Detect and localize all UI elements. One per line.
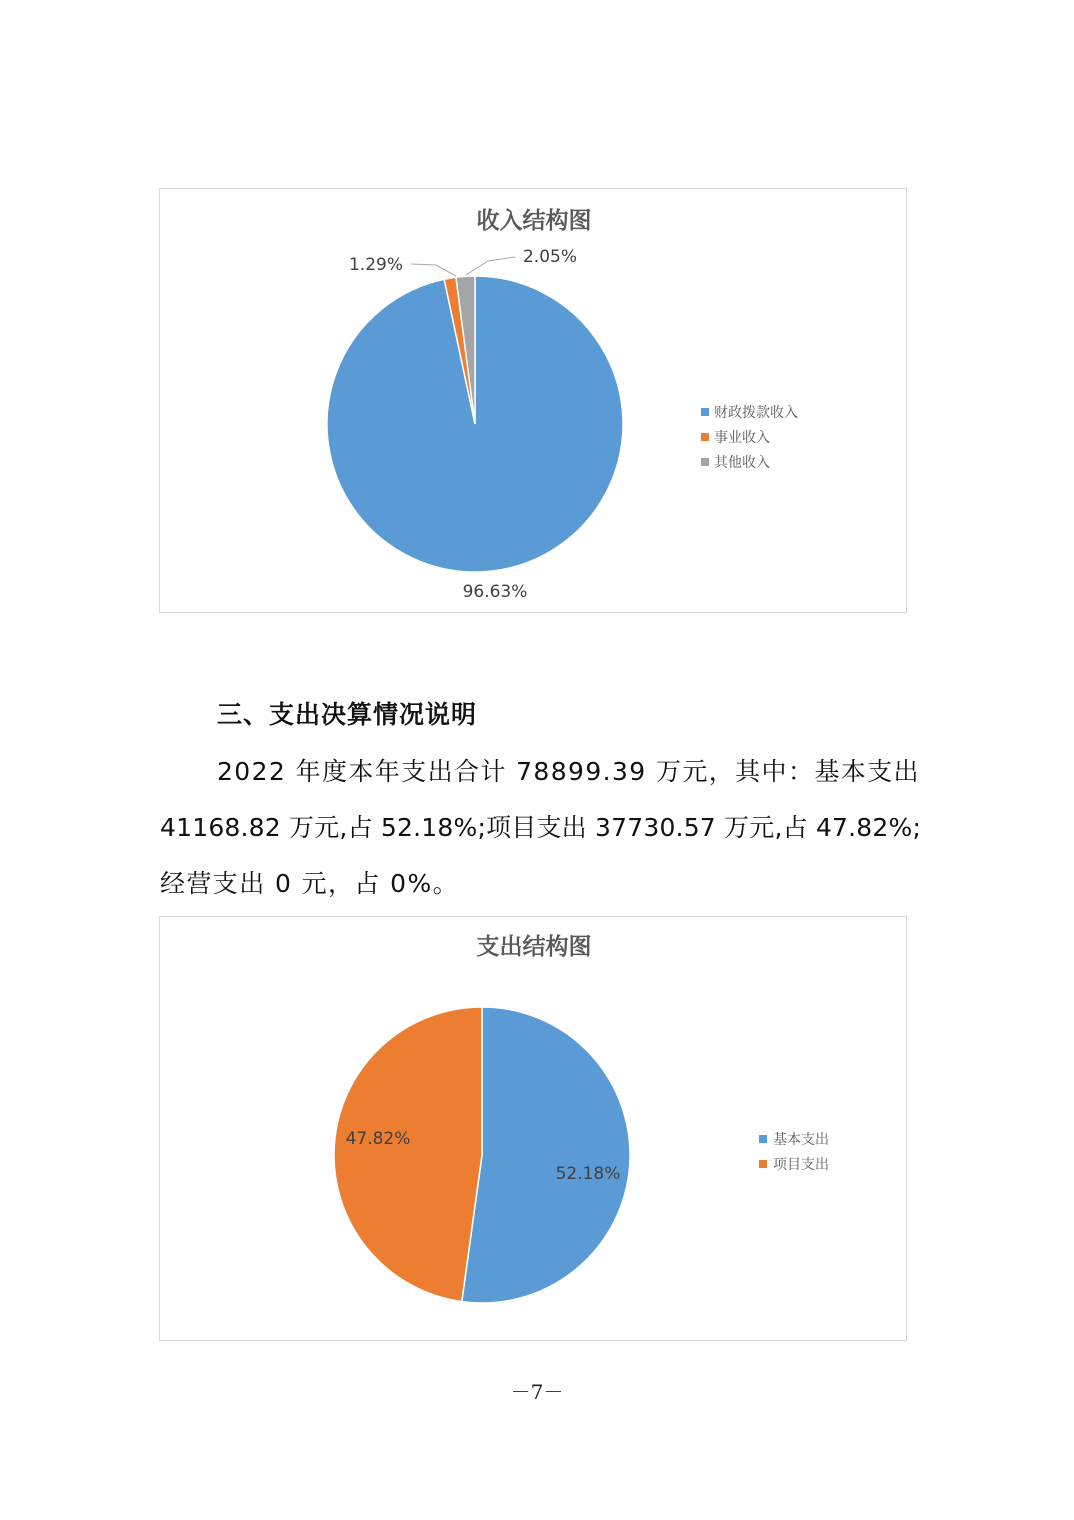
expense-chart-svg — [160, 917, 908, 1342]
paragraph-line: 经营支出 0 元，占 0%。 — [160, 869, 460, 898]
legend-swatch — [759, 1160, 767, 1168]
legend-item: 基本支出 — [773, 1132, 829, 1148]
leader-line-2 — [466, 257, 515, 275]
leader-line-1 — [411, 264, 456, 276]
expense-slice-0 — [462, 1007, 630, 1303]
income-label-2: 2.05% — [522, 247, 578, 267]
income-chart-svg — [160, 189, 908, 614]
legend-item: 财政拨款收入 — [714, 405, 798, 421]
expense-chart-title: 支出结构图 — [476, 934, 592, 960]
income-label-0: 96.63% — [462, 582, 528, 602]
income-label-1: 1.29% — [348, 255, 404, 275]
paragraph-line: 2022 年度本年支出合计 78899.39 万元，其中：基本支出 — [217, 757, 920, 786]
section-heading: 三、支出决算情况说明 — [217, 700, 478, 729]
legend-item: 项目支出 — [773, 1157, 829, 1173]
expense-label-0: 52.18% — [555, 1164, 621, 1184]
legend-item: 事业收入 — [714, 430, 770, 446]
expense-slice-1 — [334, 1007, 482, 1302]
legend-swatch — [701, 433, 709, 441]
expense-pie — [334, 1007, 630, 1303]
legend-swatch — [701, 408, 709, 416]
income-chart — [159, 188, 907, 613]
legend-swatch — [701, 458, 709, 466]
legend-swatch — [759, 1135, 767, 1143]
paragraph-line: 41168.82 万元,占 52.18%;项目支出 37730.57 万元,占 47.82%; — [160, 813, 922, 842]
page-number: －7－ — [510, 1380, 564, 1404]
legend-item: 其他收入 — [714, 455, 770, 471]
income-chart-title: 收入结构图 — [476, 208, 592, 234]
expense-chart — [159, 916, 907, 1341]
expense-label-1: 47.82% — [345, 1129, 411, 1149]
income-pie — [327, 276, 623, 572]
